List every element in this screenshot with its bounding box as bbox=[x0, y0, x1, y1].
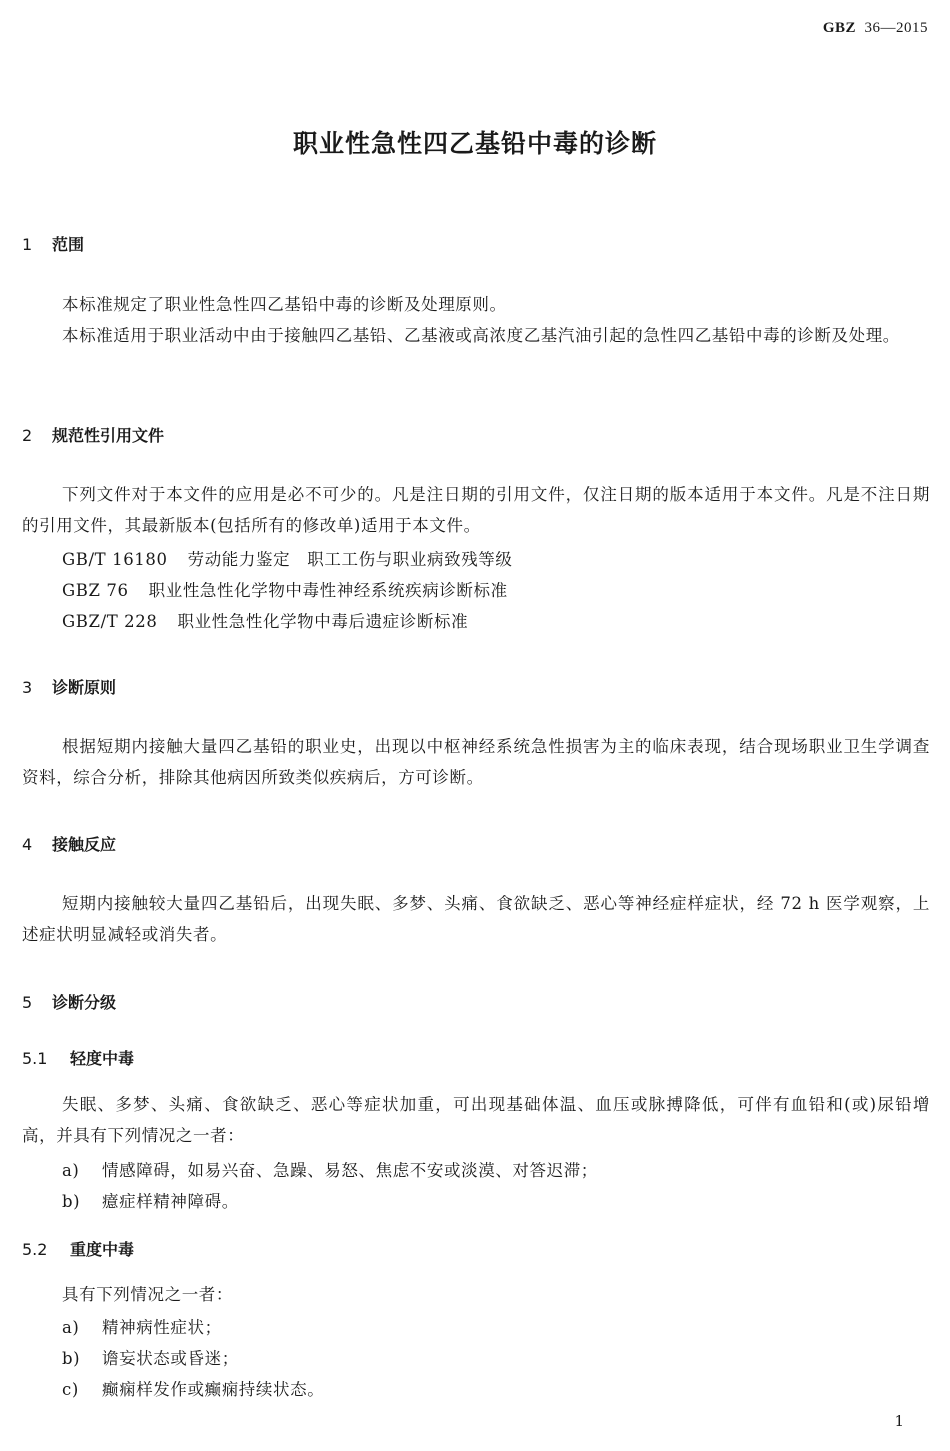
document-code-header bbox=[823, 20, 928, 37]
section-title: 轻度中毒 bbox=[70, 1049, 135, 1068]
list-text: 精神病性症状； bbox=[102, 1318, 222, 1337]
section-number: 3 bbox=[22, 678, 33, 697]
paragraph: 短期内接触较大量四乙基铅后，出现失眠、多梦、头痛、食欲缺乏、恶心等神经症样症状，经 72 h 医学观察，上述症状明显减轻或消失者。 bbox=[22, 894, 930, 944]
list-marker: b) bbox=[62, 1349, 81, 1368]
section-number: 2 bbox=[22, 426, 33, 445]
list-marker: c) bbox=[62, 1380, 79, 1399]
list-marker: b) bbox=[62, 1192, 81, 1211]
list-text: 谵妄状态或昏迷； bbox=[102, 1349, 239, 1368]
list-item bbox=[62, 1188, 239, 1212]
section-2-heading bbox=[22, 423, 164, 446]
list-marker: a) bbox=[62, 1318, 80, 1337]
reference-item bbox=[62, 577, 508, 601]
reference-code: GBZ/T 228 bbox=[62, 612, 158, 631]
section-title: 诊断分级 bbox=[52, 993, 117, 1012]
section-title: 诊断原则 bbox=[52, 678, 117, 697]
section-number: 5.2 bbox=[22, 1240, 48, 1259]
section-title: 重度中毒 bbox=[70, 1240, 135, 1259]
list-item bbox=[62, 1376, 324, 1400]
page-number: 1 bbox=[894, 1412, 904, 1430]
reference-title: 职业性急性化学物中毒后遗症诊断标准 bbox=[177, 612, 469, 631]
section-title: 规范性引用文件 bbox=[52, 426, 165, 445]
standard-prefix: GBZ bbox=[822, 20, 856, 36]
reference-code: GB/T 16180 bbox=[62, 550, 168, 569]
section-4-heading bbox=[22, 832, 116, 855]
list-item bbox=[62, 1157, 598, 1181]
standard-number: 36—2015 bbox=[864, 20, 928, 36]
list-item bbox=[62, 1314, 222, 1338]
section-title: 接触反应 bbox=[52, 835, 117, 854]
list-item bbox=[62, 1345, 239, 1369]
paragraph: 本标准适用于职业活动中由于接触四乙基铅、乙基液或高浓度乙基汽油引起的急性四乙基铅中毒的诊断及处理。 bbox=[62, 326, 900, 345]
subsection-5-2-heading bbox=[22, 1237, 134, 1260]
paragraph: 下列文件对于本文件的应用是必不可少的。凡是注日期的引用文件，仅注日期的版本适用于本文件。凡是不注日期的引用文件，其最新版本(包括所有的修改单)适用于本文件。 bbox=[22, 485, 930, 535]
paragraph: 失眠、多梦、头痛、食欲缺乏、恶心等症状加重，可出现基础体温、血压或脉搏降低，可伴有血铅和(或)尿铅增高，并具有下列情况之一者： bbox=[22, 1095, 930, 1145]
list-marker: a) bbox=[62, 1161, 80, 1180]
list-text: 癔症样精神障碍。 bbox=[102, 1192, 239, 1211]
intro-line: 具有下列情况之一者： bbox=[62, 1285, 233, 1304]
list-text: 情感障碍，如易兴奋、急躁、易怒、焦虑不安或淡漠、对答迟滞； bbox=[102, 1161, 598, 1180]
subsection-5-1-heading bbox=[22, 1046, 134, 1069]
paragraph: 本标准规定了职业性急性四乙基铅中毒的诊断及处理原则。 bbox=[62, 295, 507, 314]
reference-title: 劳动能力鉴定 职工工伤与职业病致残等级 bbox=[187, 550, 513, 569]
reference-title: 职业性急性化学物中毒性神经系统疾病诊断标准 bbox=[148, 581, 508, 600]
section-5-heading bbox=[22, 990, 116, 1013]
paragraph: 根据短期内接触大量四乙基铅的职业史，出现以中枢神经系统急性损害为主的临床表现，结合现场职业卫生学调查资料，综合分析，排除其他病因所致类似疾病后，方可诊断。 bbox=[22, 737, 930, 787]
section-number: 5.1 bbox=[22, 1049, 48, 1068]
section-number: 5 bbox=[22, 993, 33, 1012]
section-1-heading bbox=[22, 232, 84, 255]
section-title: 范围 bbox=[52, 235, 85, 254]
reference-code: GBZ 76 bbox=[62, 581, 129, 600]
reference-item bbox=[62, 546, 513, 570]
section-number: 4 bbox=[22, 835, 33, 854]
section-number: 1 bbox=[22, 235, 33, 254]
reference-item bbox=[62, 608, 468, 632]
list-text: 癫痫样发作或癫痫持续状态。 bbox=[102, 1380, 325, 1399]
page-title: 职业性急性四乙基铅中毒的诊断 bbox=[292, 129, 657, 158]
section-3-heading bbox=[22, 675, 116, 698]
